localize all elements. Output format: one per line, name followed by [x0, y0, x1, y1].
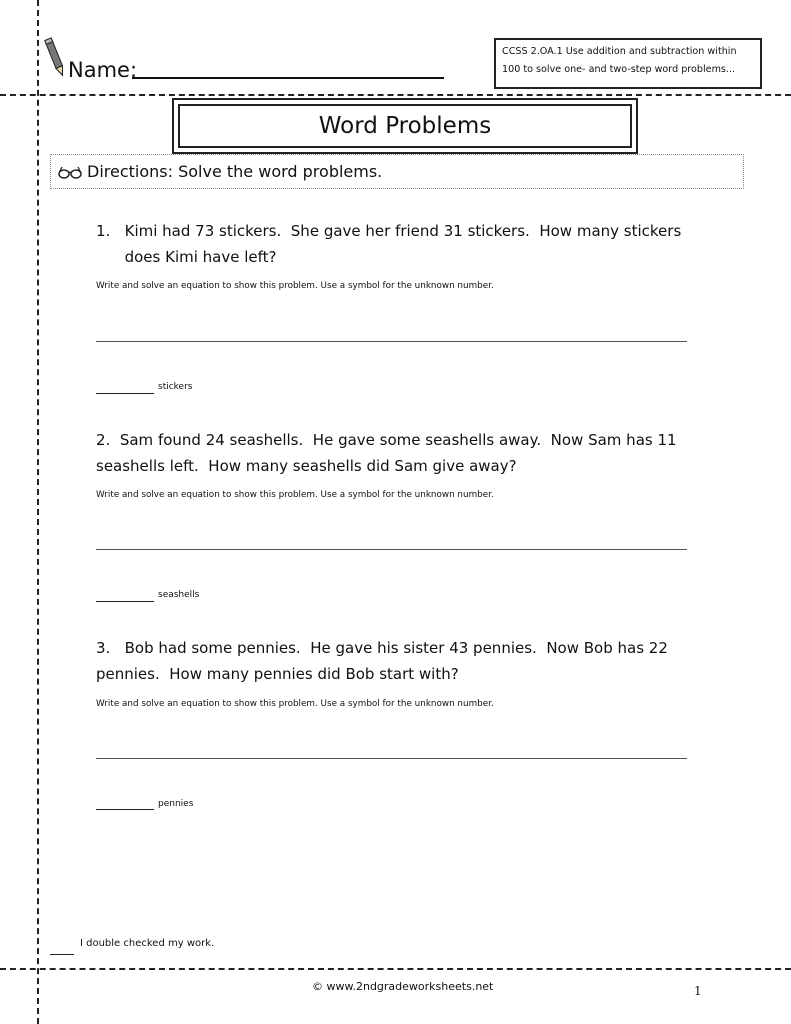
- problem-1-text: 1. Kimi had 73 stickers. She gave her friend 31 stickers. How many stickers does Kimi have left?: [96, 222, 682, 266]
- problem-1-unit: stickers: [158, 382, 193, 392]
- bottom-cut-line: [0, 968, 791, 970]
- name-field[interactable]: [132, 77, 444, 79]
- double-check-label: I double checked my work.: [80, 938, 215, 949]
- name-label: Name:: [68, 58, 138, 82]
- problem-2-text: 2. Sam found 24 seashells. He gave some seashells away. Now Sam has 11 seashells left. How many seashells did Sam give away?: [96, 431, 677, 475]
- top-cut-line: [0, 94, 791, 96]
- copyright-text: © www.2ndgradeworksheets.net: [312, 980, 494, 993]
- double-check-blank[interactable]: [50, 954, 74, 955]
- page-title: Word Problems: [318, 113, 492, 139]
- problem-2-answer-line[interactable]: [96, 549, 687, 550]
- problem-2-instruction: Write and solve an equation to show this problem. Use a symbol for the unknown number.: [96, 490, 494, 500]
- problem-3-answer-blank[interactable]: [96, 809, 154, 810]
- title-frame: [172, 98, 638, 154]
- problem-2-answer-blank[interactable]: [96, 601, 154, 602]
- directions-box: [50, 154, 744, 189]
- page-number: 1: [694, 984, 702, 998]
- problem-1-instruction: Write and solve an equation to show this problem. Use a symbol for the unknown number.: [96, 281, 494, 291]
- problem-3-answer-line[interactable]: [96, 758, 687, 759]
- problem-2-unit: seashells: [158, 590, 200, 600]
- problem-1-answer-line[interactable]: [96, 341, 687, 342]
- title-frame-inner: [178, 104, 632, 148]
- problem-1-answer-blank[interactable]: [96, 393, 154, 394]
- directions-text: Directions: Solve the word problems.: [87, 162, 383, 181]
- glasses-icon: [57, 165, 83, 179]
- problem-3-text: 3. Bob had some pennies. He gave his sister 43 pennies. Now Bob has 22 pennies. How many pennies did Bob start with?: [96, 639, 668, 683]
- standard-box: CCSS 2.OA.1 Use addition and subtraction within 100 to solve one- and two-step word problems...: [494, 38, 762, 89]
- problem-3-instruction: Write and solve an equation to show this problem. Use a symbol for the unknown number.: [96, 699, 494, 709]
- pencil-icon: [44, 36, 66, 80]
- left-cut-line: [37, 0, 39, 1024]
- problem-3-unit: pennies: [158, 799, 194, 809]
